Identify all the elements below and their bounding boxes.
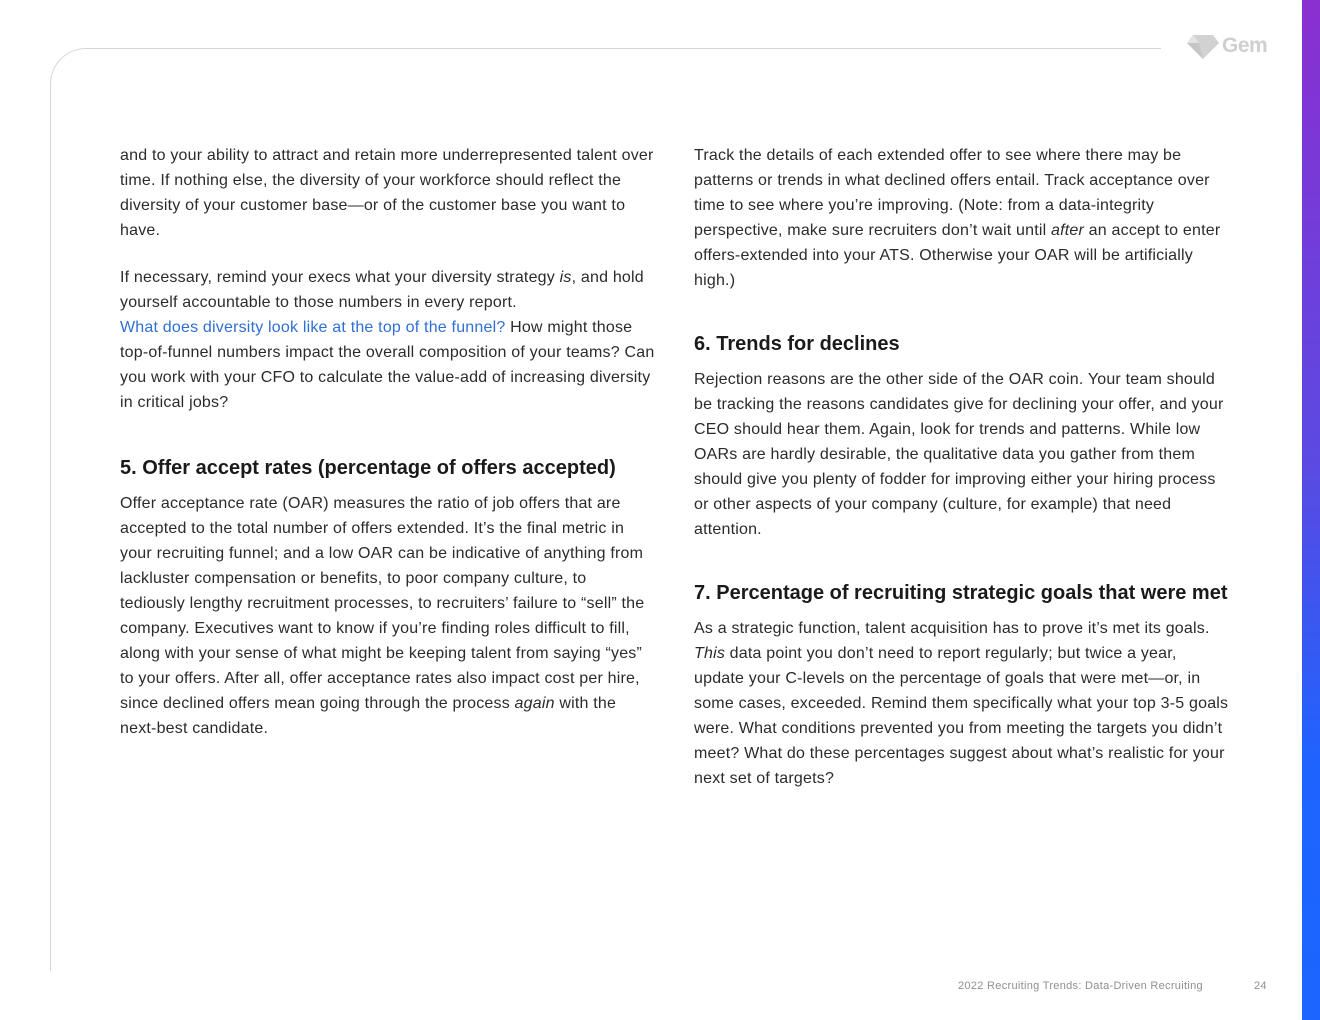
emphasis-again: again: [514, 695, 555, 712]
text-span: , and hold yourself accountable to those numbers in every report.: [120, 269, 644, 311]
text-span: As a strategic function, talent acquisition has to prove it’s met its goals.: [694, 620, 1210, 637]
right-paragraph-2: Rejection reasons are the other side of the OAR coin. Your team should be tracking the reasons candidates give for declining your offer, and your CEO should hear them. Again, look for trends and patterns. While low OARs are hardly desirable, the qualitative data you gather from them should give you plenty of fodder for improving either your hiring process or other aspects of your company (culture, for example) that need attention.: [694, 371, 1224, 538]
text-span: How might those top-of-funnel numbers impact the overall composition of your teams? Can you work with your CFO to calculate the value-add of increasing diversity in critical jobs?: [120, 319, 655, 411]
right-column: [694, 143, 1229, 813]
text-span: with the next-best candidate.: [120, 695, 617, 737]
gem-logo-text: Gem: [1222, 34, 1268, 57]
left-paragraph-1: and to your ability to attract and retain more underrepresented talent over time. If nothing else, the diversity of your workforce should reflect the diversity of your customer base—or of the customer base you want to have.: [120, 147, 654, 239]
emphasis-this: This: [694, 645, 726, 662]
left-column: [120, 143, 655, 763]
gem-logo: [1187, 33, 1267, 59]
gem-diamond-icon: [1187, 33, 1219, 59]
heading-strategic-goals: 7. Percentage of recruiting strategic goals that were met: [694, 582, 1228, 604]
text-span: Track the details of each extended offer to see where there may be patterns or trends in what declined offers entail. Track acceptance over time to see where you’re improving. (Note: from a data-integrity perspective, make sure recruiters don’t wait until: [694, 147, 1210, 239]
left-paragraph-2: [120, 265, 655, 415]
heading-trends-for-declines: 6. Trends for declines: [694, 333, 900, 355]
diversity-funnel-link[interactable]: What does diversity look like at the top of the funnel?: [120, 319, 506, 336]
emphasis-after: after: [1051, 222, 1085, 239]
right-paragraph-3: [694, 616, 1229, 791]
emphasis-is: is: [559, 269, 572, 286]
footer-document-title: 2022 Recruiting Trends: Data-Driven Recruiting: [958, 980, 1203, 992]
text-span: If necessary, remind your execs what your diversity strategy: [120, 269, 560, 286]
right-paragraph-1: [694, 143, 1229, 293]
footer-page-number: 24: [1254, 980, 1267, 992]
accent-gradient-bar: [1302, 0, 1320, 1020]
text-span: data point you don’t need to report regularly; but twice a year, update your C-levels on the percentage of goals that were met—or, in some cases, exceeded. Remind them specifically what your top 3-5 goals were. What conditions prevented you from meeting the targets you didn’t meet? What do these percentages suggest about what’s realistic for your next set of targets?: [694, 645, 1229, 787]
text-span: an accept to enter offers-extended into your ATS. Otherwise your OAR will be artificially high.): [694, 222, 1221, 289]
heading-offer-accept-rates: 5. Offer accept rates (percentage of offers accepted): [120, 457, 616, 479]
text-span: Offer acceptance rate (OAR) measures the ratio of job offers that are accepted to the total number of offers extended. It’s the final metric in your recruiting funnel; and a low OAR can be indicative of anything from lackluster compensation or benefits, to poor company culture, to tediously lengthy recruitment processes, to recruiters’ failure to “sell” the company. Executives want to know if you’re finding roles difficult to fill, along with your sense of what might be keeping talent from saying “yes” to your offers. After all, offer acceptance rates also impact cost per hire, since declined offers mean going through the process: [120, 495, 645, 712]
left-paragraph-3: [120, 491, 655, 741]
